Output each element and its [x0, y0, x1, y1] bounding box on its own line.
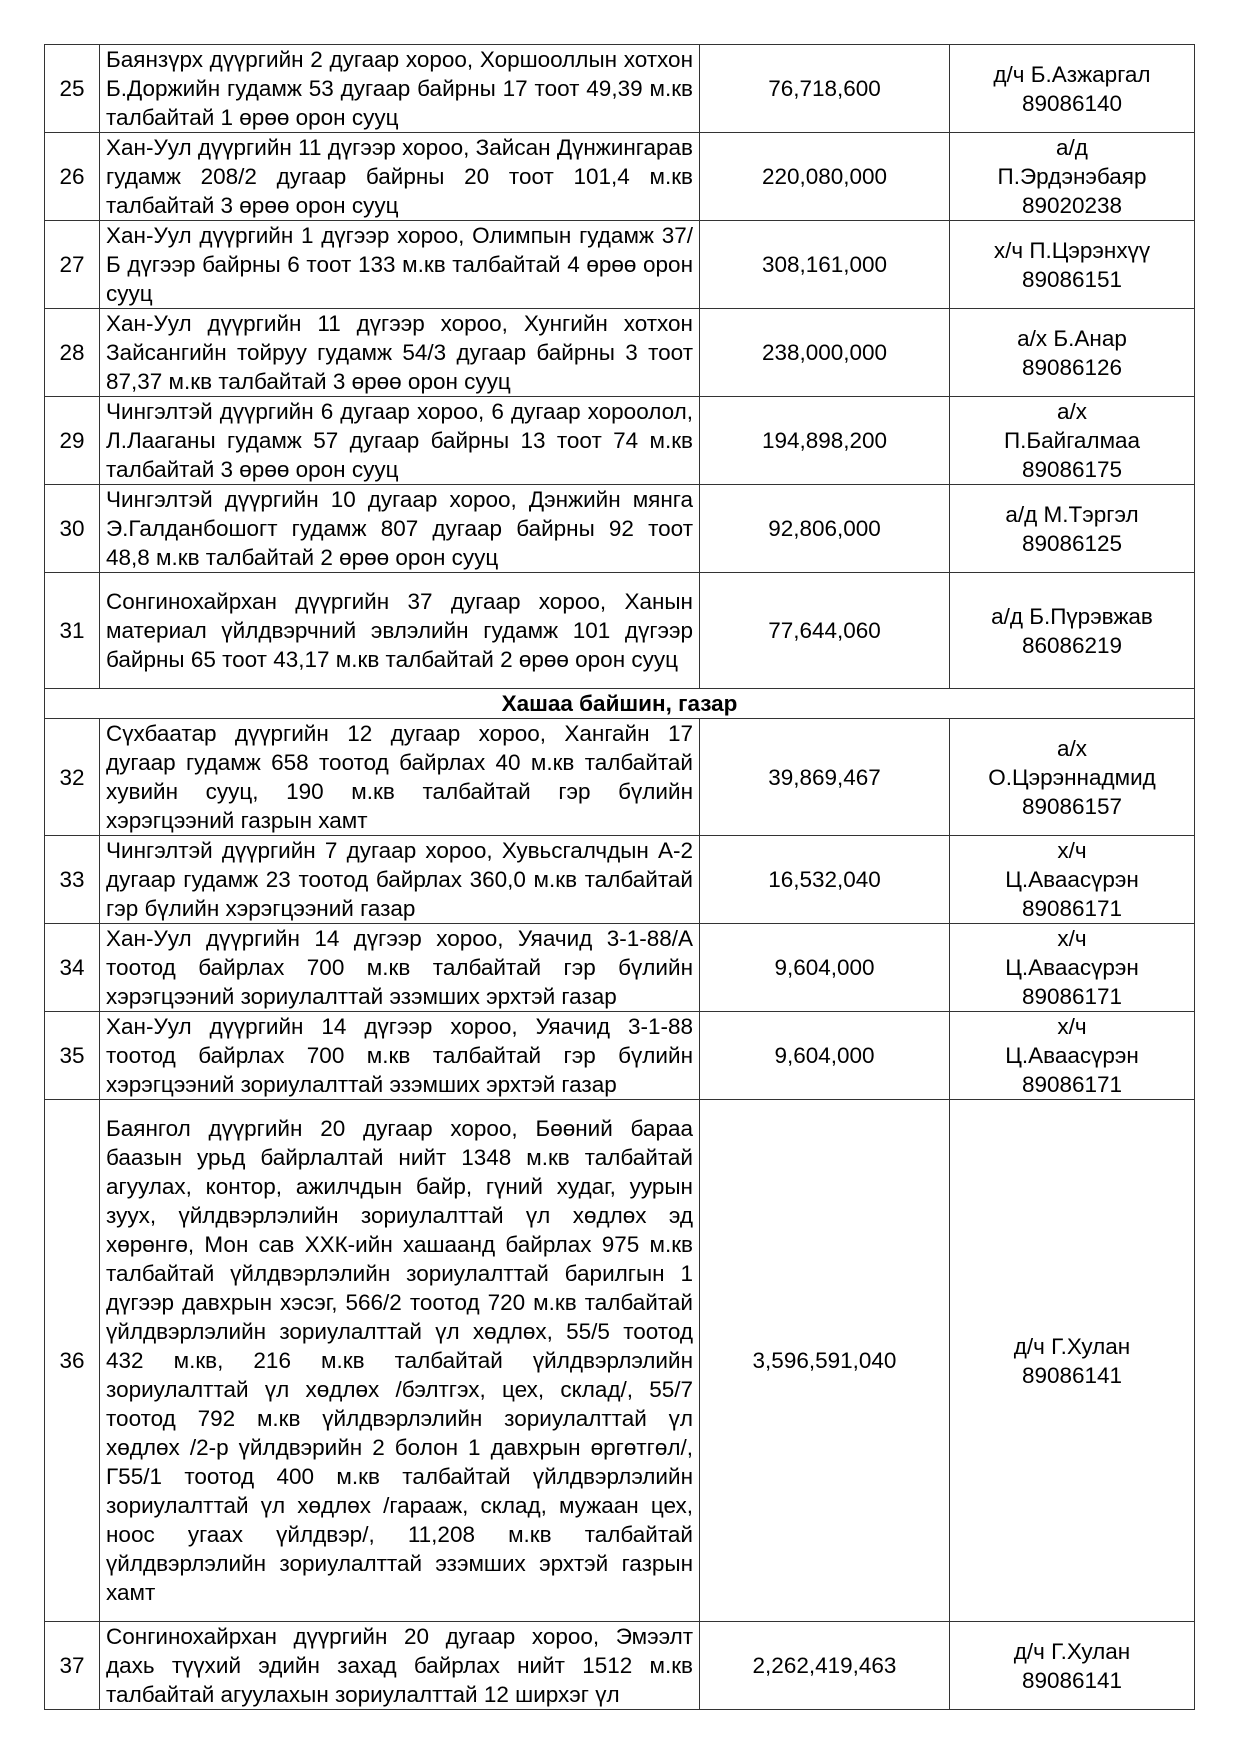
contact-cell	[950, 45, 1195, 133]
property-description: Хан-Уул дүүргийн 11 дүгээр хороо, Хунгийн хотхон Зайсангийн тойруу гудамж 54/3 дугаар байрны 3 тоот 87,37 м.кв талбайтай 3 өрөө орон сууц	[100, 309, 700, 397]
contact-name: П.Байгалмаа	[1003, 428, 1141, 453]
table-row	[45, 221, 1195, 309]
contact-phone: 89086126	[1021, 354, 1123, 380]
table-row	[45, 1100, 1195, 1622]
property-description: Чингэлтэй дүүргийн 10 дугаар хороо, Дэнжийн мянга Э.Галданбошогт гудамж 807 дугаар байрны 92 тоот 48,8 м.кв талбайтай 2 өрөө орон сууц	[100, 485, 700, 573]
row-number: 37	[45, 1622, 100, 1710]
contact-phone: 89086140	[1021, 90, 1123, 116]
contact-cell	[950, 1012, 1195, 1100]
contact-cell	[950, 924, 1195, 1012]
contact-phone: 89086125	[1021, 530, 1123, 556]
table-row	[45, 924, 1195, 1012]
section-header-row	[45, 689, 1195, 719]
row-number: 25	[45, 45, 100, 133]
contact-name: а/д Б.Пүрэвжав	[991, 603, 1153, 629]
table-row	[45, 397, 1195, 485]
contact-cell	[950, 573, 1195, 689]
contact-phone: 89086141	[1021, 1667, 1123, 1693]
table-row	[45, 309, 1195, 397]
property-price: 308,161,000	[700, 221, 950, 309]
contact-position: х/ч	[1057, 926, 1087, 951]
property-description: Чингэлтэй дүүргийн 6 дугаар хороо, 6 дугаар хороолол, Л.Лааганы гудамж 57 дугаар байрны 13 тоот 74 м.кв талбайтай 3 өрөө орон сууц	[100, 397, 700, 485]
property-description: Сонгинохайрхан дүүргийн 37 дугаар хороо, Ханын материал үйлдвэрчний эвлэлийн гудамж 101 дүгээр байрны 65 тоот 43,17 м.кв талбайтай 2 өрөө орон сууц	[100, 573, 700, 689]
contact-cell	[950, 133, 1195, 221]
contact-name: Ц.Аваасүрэн	[1005, 1043, 1139, 1068]
row-number: 33	[45, 836, 100, 924]
property-price: 3,596,591,040	[700, 1100, 950, 1622]
contact-name: а/д М.Тэргэл	[1005, 501, 1139, 527]
contact-cell	[950, 719, 1195, 836]
table-row	[45, 1622, 1195, 1710]
row-number: 28	[45, 309, 100, 397]
contact-cell	[950, 485, 1195, 573]
property-table	[44, 44, 1195, 1710]
property-description: Сүхбаатар дүүргийн 12 дугаар хороо, Хангайн 17 дугаар гудамж 658 тоотод байрлах 40 м.кв талбайтай хувийн сууц, 190 м.кв талбайтай гэр бүлийн хэрэгцээний газрын хамт	[100, 719, 700, 836]
property-description: Хан-Уул дүүргийн 1 дүгээр хороо, Олимпын гудамж 37/Б дүгээр байрны 6 тоот 133 м.кв талбайтай 4 өрөө орон сууц	[100, 221, 700, 309]
property-description: Хан-Уул дүүргийн 14 дүгээр хороо, Уяачид 3-1-88/А тоотод байрлах 700 м.кв талбайтай гэр бүлийн хэрэгцээний зориулалттай эзэмших эрхтэй газар	[100, 924, 700, 1012]
property-price: 220,080,000	[700, 133, 950, 221]
contact-phone: 86086219	[1021, 632, 1123, 658]
property-price: 39,869,467	[700, 719, 950, 836]
contact-position: х/ч	[1057, 838, 1087, 863]
row-number: 31	[45, 573, 100, 689]
contact-position: а/х	[1056, 399, 1087, 424]
section-title: Хашаа байшин, газар	[45, 689, 1195, 719]
contact-phone: 89020238	[1021, 193, 1123, 218]
contact-phone: 89086171	[1021, 984, 1123, 1009]
property-description: Хан-Уул дүүргийн 14 дүгээр хороо, Уяачид 3-1-88 тоотод байрлах 700 м.кв талбайтай гэр бүлийн хэрэгцээний зориулалттай эзэмших эрхтэй газар	[100, 1012, 700, 1100]
contact-name: О.Цэрэннадмид	[988, 764, 1156, 790]
property-description: Чингэлтэй дүүргийн 7 дугаар хороо, Хувьсгалчдын А-2 дугаар гудамж 23 тоотод байрлах 360,0 м.кв талбайтай гэр бүлийн хэрэгцээний газар	[100, 836, 700, 924]
contact-name: д/ч Г.Хулан	[1013, 1333, 1131, 1359]
row-number: 30	[45, 485, 100, 573]
property-description: Баянзүрх дүүргийн 2 дугаар хороо, Хоршооллын хотхон Б.Доржийн гудамж 53 дугаар байрны 17 тоот 49,39 м.кв талбайтай 1 өрөө орон сууц	[100, 45, 700, 133]
contact-cell	[950, 397, 1195, 485]
contact-position: а/д	[1056, 135, 1088, 160]
property-price: 76,718,600	[700, 45, 950, 133]
contact-name: д/ч Б.Азжаргал	[993, 61, 1151, 87]
row-number: 29	[45, 397, 100, 485]
table-row	[45, 719, 1195, 836]
property-price: 9,604,000	[700, 924, 950, 1012]
row-number: 26	[45, 133, 100, 221]
row-number: 35	[45, 1012, 100, 1100]
contact-phone: 89086171	[1021, 1072, 1123, 1097]
row-number: 34	[45, 924, 100, 1012]
property-price: 194,898,200	[700, 397, 950, 485]
property-price: 77,644,060	[700, 573, 950, 689]
property-description: Баянгол дүүргийн 20 дугаар хороо, Бөөний бараа баазын урьд байрлалтай нийт 1348 м.кв талбайтай агуулах, контор, ажилчдын байр, гүний худаг, уурын зуух, үйлдвэрлэлийн зориулалттай үл хөдлөх эд хөрөнгө, Мон сав ХХК-ийн хашаанд байрлах 975 м.кв талбайтай үйлдвэрлэлийн зориулалттай барилгын 1 дүгээр давхрын хэсэг, 566/2 тоотод 720 м.кв талбайтай үйлдвэрлэлийн зориулалттай үл хөдлөх, 55/5 тоотод 432 м.кв, 216 м.кв талбайтай үйлдвэрлэлийн зориулалттай үл хөдлөх /бэлтгэх, цех, склад/, 55/7 тоотод 792 м.кв үйлдвэрлэлийн зориулалттай үл хөдлөх /2-р үйлдвэрийн 2 болон 1 давхрын өргөтгөл/, Г55/1 тоотод 400 м.кв талбайтай үйлдвэрлэлийн зориулалттай үл хөдлөх /гарааж, склад, мужаан цех, ноос угаах үйлдвэр/, 11,208 м.кв талбайтай үйлдвэрлэлийн зориулалттай эзэмших эрхтэй газрын хамт	[100, 1100, 700, 1622]
contact-name: д/ч Г.Хулан	[1013, 1638, 1131, 1664]
property-description: Хан-Уул дүүргийн 11 дүгээр хороо, Зайсан Дүнжингарав гудамж 208/2 дугаар байрны 20 тоот 101,4 м.кв талбайтай 3 өрөө орон сууц	[100, 133, 700, 221]
contact-name: х/ч П.Цэрэнхүү	[993, 237, 1151, 263]
property-price: 9,604,000	[700, 1012, 950, 1100]
table-row	[45, 573, 1195, 689]
row-number: 27	[45, 221, 100, 309]
contact-name: Ц.Аваасүрэн	[1005, 867, 1139, 892]
contact-phone: 89086171	[1021, 896, 1123, 921]
contact-cell	[950, 309, 1195, 397]
contact-cell	[950, 1100, 1195, 1622]
row-number: 36	[45, 1100, 100, 1622]
contact-name: П.Эрдэнэбаяр	[997, 164, 1147, 189]
contact-cell	[950, 221, 1195, 309]
property-price: 16,532,040	[700, 836, 950, 924]
contact-phone: 89086175	[1021, 457, 1123, 482]
table-row	[45, 836, 1195, 924]
contact-name: а/х Б.Анар	[1017, 325, 1127, 351]
contact-phone: 89086157	[1021, 793, 1123, 819]
table-row	[45, 1012, 1195, 1100]
row-number: 32	[45, 719, 100, 836]
contact-position: х/ч	[1057, 1014, 1087, 1039]
contact-name: Ц.Аваасүрэн	[1005, 955, 1139, 980]
table-row	[45, 45, 1195, 133]
contact-position: а/х	[1056, 735, 1087, 761]
property-price: 2,262,419,463	[700, 1622, 950, 1710]
table-row	[45, 133, 1195, 221]
property-price: 238,000,000	[700, 309, 950, 397]
contact-cell	[950, 1622, 1195, 1710]
contact-phone: 89086141	[1021, 1362, 1123, 1388]
table-row	[45, 485, 1195, 573]
contact-phone: 89086151	[1021, 266, 1123, 292]
property-description: Сонгинохайрхан дүүргийн 20 дугаар хороо, Эмээлт дахь түүхий эдийн захад байрлах нийт 1512 м.кв талбайтай агуулахын зориулалттай 12 ширхэг үл	[100, 1622, 700, 1710]
contact-cell	[950, 836, 1195, 924]
property-price: 92,806,000	[700, 485, 950, 573]
